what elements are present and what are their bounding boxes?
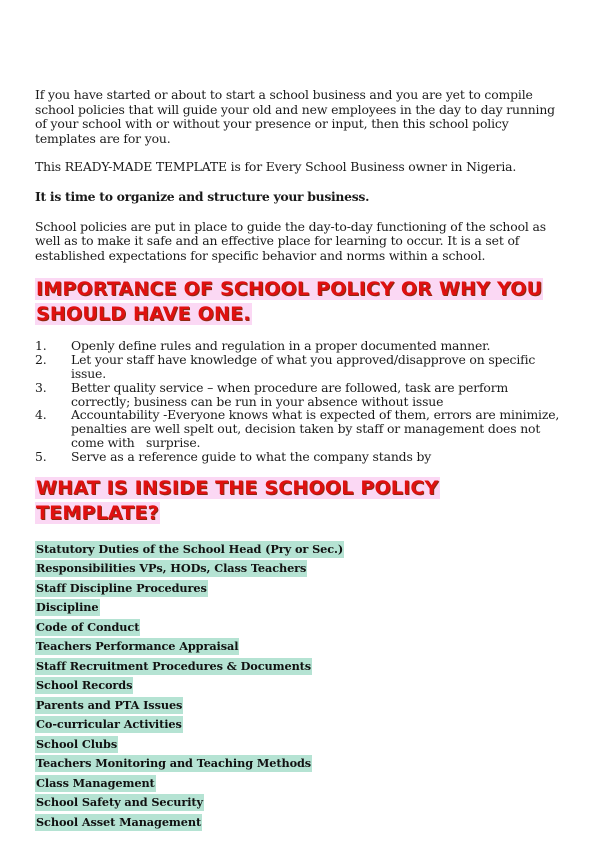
contents-heading-text: WHAT IS INSIDE THE SCHOOL POLICY TEMPLATE?: [36, 476, 439, 524]
importance-list: [35, 339, 565, 463]
importance-heading-text: IMPORTANCE OF SCHOOL POLICY OR WHY YOU SHOULD HAVE ONE.: [36, 278, 543, 326]
contents-item-label: School Records: [36, 678, 133, 693]
list-number: 5.: [35, 448, 47, 464]
contents-item: [35, 657, 565, 677]
policy-definition-paragraph: School policies are put in place to guide the day-to-day functioning of the school as well as to make it safe and an effective place for learning to occur. It is a set of established expectations for specific behavior and norms within a school.: [35, 218, 546, 263]
contents-item-label: Teachers Monitoring and Teaching Methods: [36, 756, 312, 771]
contents-item-label: Statutory Duties of the School Head (Pry or Sec.): [36, 541, 344, 556]
list-number: 3.: [35, 379, 47, 395]
list-text: Let your staff have knowledge of what you approved/disapprove on specific issue.: [71, 352, 536, 381]
contents-item-label: Teachers Performance Appraisal: [36, 639, 239, 654]
contents-item-label: Discipline: [36, 600, 99, 615]
contents-item-label: School Safety and Security: [36, 795, 204, 810]
contents-item-label: Parents and PTA Issues: [36, 697, 183, 712]
list-text: Better quality service – when procedure are followed, task are perform correctly; business can be run in your absence without issue: [71, 379, 509, 409]
nigeria-template-statement: This READY-MADE TEMPLATE is for Every School Business owner in Nigeria.: [35, 159, 517, 175]
contents-item-label: Co-curricular Activities: [36, 717, 182, 732]
list-item: [35, 381, 565, 409]
contents-item-label: Code of Conduct: [36, 619, 140, 634]
list-item: [35, 408, 565, 449]
contents-item: [35, 813, 565, 833]
contents-item: [35, 696, 565, 716]
list-item: [35, 450, 565, 464]
intro-paragraph: If you have started or about to start a school business and you are yet to compile school policies that will guide your old and new employees in the day to day running of your school with or without your presence or input, then this school policy templates are for you.: [35, 87, 555, 146]
organize-statement: It is time to organize and structure your business.: [35, 188, 370, 204]
contents-item: [35, 540, 565, 560]
contents-item: [35, 793, 565, 813]
contents-item-label: Staff Recruitment Procedures & Documents: [36, 658, 312, 673]
contents-item-label: Responsibilities VPs, HODs, Class Teachers: [36, 561, 307, 576]
contents-item: [35, 676, 565, 696]
template-contents-list: [35, 540, 565, 833]
importance-heading: [35, 277, 565, 327]
list-text: Serve as a reference guide to what the company stands by: [71, 448, 432, 464]
contents-heading: [35, 476, 565, 526]
contents-item: [35, 579, 565, 599]
list-number: 2.: [35, 352, 47, 368]
contents-item: [35, 735, 565, 755]
contents-item: [35, 618, 565, 638]
list-number: 1.: [35, 338, 47, 354]
contents-item: [35, 637, 565, 657]
contents-item-label: Class Management: [36, 775, 155, 790]
list-number: 4.: [35, 407, 47, 423]
contents-item: [35, 559, 565, 579]
contents-item: [35, 754, 565, 774]
list-item: [35, 339, 565, 353]
contents-item: [35, 774, 565, 794]
contents-item: [35, 598, 565, 618]
list-text: Openly define rules and regulation in a proper documented manner.: [71, 338, 491, 354]
contents-item-label: School Clubs: [36, 736, 118, 751]
contents-item-label: Staff Discipline Procedures: [36, 580, 207, 595]
document-page: [35, 88, 565, 832]
list-item: [35, 353, 565, 381]
list-text: Accountability -Everyone knows what is expected of them, errors are minimize, penalties are well spelt out, decision taken by staff or management does not come with surprise.: [71, 407, 564, 450]
contents-item-label: School Asset Management: [36, 814, 202, 829]
contents-item: [35, 715, 565, 735]
